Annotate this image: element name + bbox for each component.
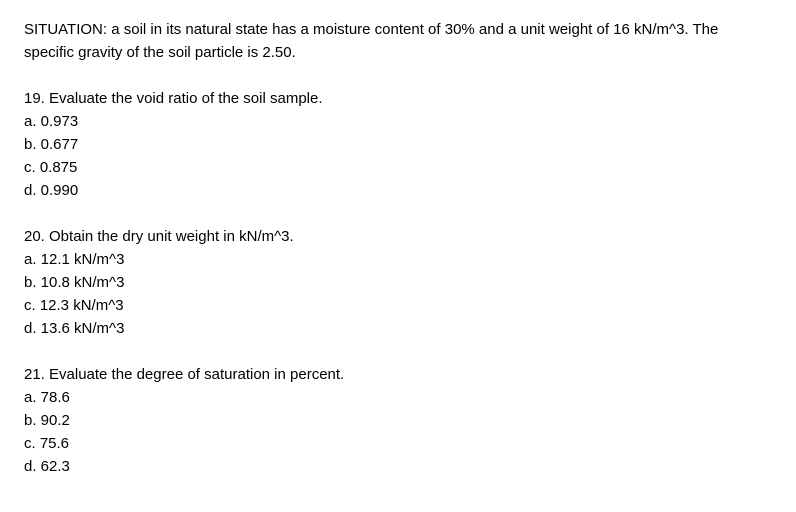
choice-option: d. 62.3	[24, 458, 70, 475]
question-text: 20. Obtain the dry unit weight in kN/m^3.	[24, 228, 294, 245]
choice-option: b. 0.677	[24, 136, 79, 153]
choice-option: d. 13.6 kN/m^3	[24, 320, 125, 337]
choice-option: b. 10.8 kN/m^3	[24, 274, 125, 291]
question-block-21	[24, 363, 772, 478]
choice-option: a. 12.1 kN/m^3	[24, 251, 125, 268]
question-text: 19. Evaluate the void ratio of the soil sample.	[24, 90, 323, 107]
choice-option: a. 78.6	[24, 389, 70, 406]
question-block-20	[24, 225, 772, 340]
choice-option: c. 75.6	[24, 435, 70, 452]
choice-option: c. 12.3 kN/m^3	[24, 297, 124, 314]
choice-option: d. 0.990	[24, 182, 79, 199]
choice-option: c. 0.875	[24, 159, 78, 176]
situation-paragraph: SITUATION: a soil in its natural state has a moisture content of 30% and a unit weight of 16 kN/m^3. The specific gravity of the soil particle is 2.50.	[24, 21, 719, 61]
choice-option: a. 0.973	[24, 113, 79, 130]
question-text: 21. Evaluate the degree of saturation in percent.	[24, 366, 345, 383]
choice-option: b. 90.2	[24, 412, 70, 429]
question-block-19	[24, 87, 772, 202]
